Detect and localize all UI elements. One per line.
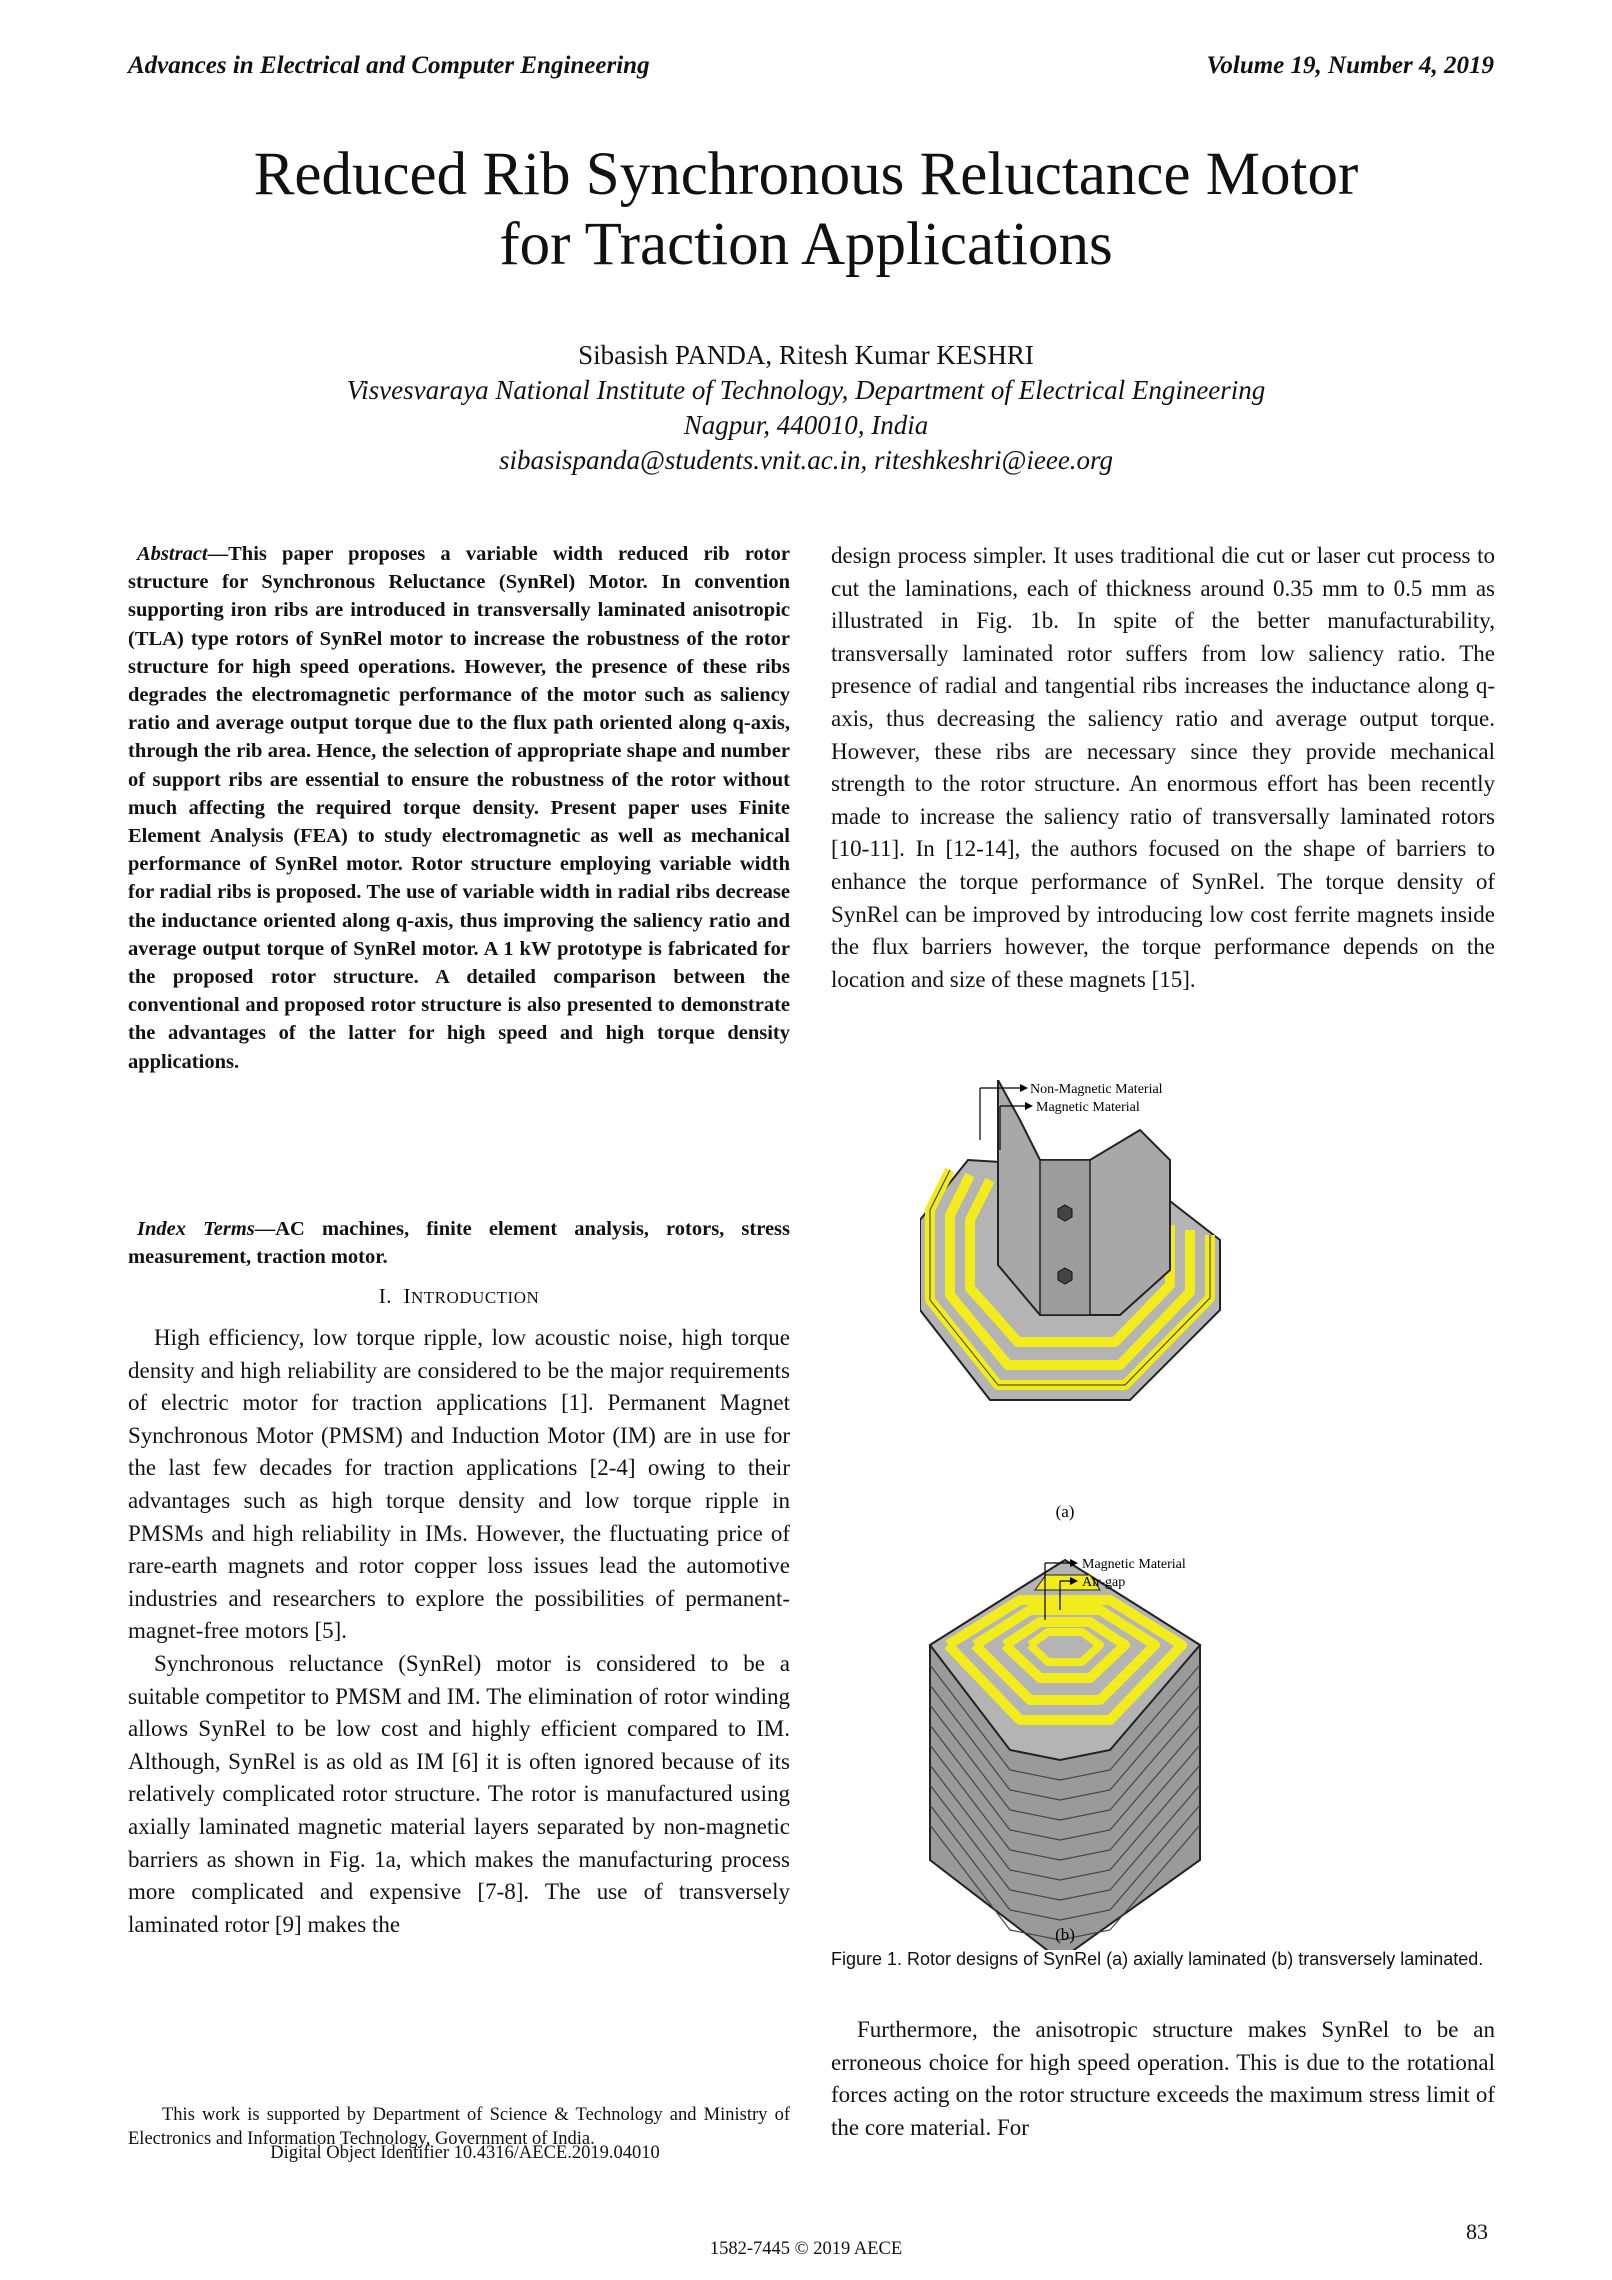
abstract-label: Abstract [137,543,208,565]
label-magnetic-material-b: Magnetic Material [1082,1557,1186,1572]
author-names: Sibasish PANDA, Ritesh Kumar KESHRI [578,340,1034,370]
right-paragraph-2: Furthermore, the anisotropic structure makes SynRel to be an erroneous choice for high speed operation. This is due to the rotational forces acting on the rotor structure exceeds the maximum stress limit of the core material. For [831,2017,1495,2140]
page-number: 83 [1466,2219,1488,2244]
author-emails: sibasispanda@students.vnit.ac.in, riteshkeshri@ieee.org [498,445,1114,475]
section-title-initial: I [403,1284,411,1308]
index-terms-text: —AC machines, finite element analysis, rotors, stress measurement, traction motor. [128,1217,791,1268]
footnote-text: This work is supported by Department of Science & Technology and Ministry of Electronics and Information Technology, Government of India. [128,2105,790,2149]
abstract-text: —This paper proposes a variable width reduced rib rotor structure for Synchronous Reluctance (SynRel) Motor. In convention supporting iron ribs are introduced in transversally laminated anisotropic (TLA) type rotors of SynRel motor to increase the robustness of the rotor structure for high speed operations. However, the presence of these ribs degrades the electromagnetic performance of the motor such as saliency ratio and average output torque due to the flux path oriented along q-axis, through the rib area. Hence, the selection of appropriate shape and number of support ribs are essential to ensure the robustness of the rotor without much affecting the required torque density. Present paper uses Finite Element Analysis (FEA) to study electromagnetic as well as mechanical performance of SynRel motor. Rotor structure employing variable width for radial ribs is proposed. The use of variable width in radial ribs decrease the inductance oriented along q-axis, thus improving the saliency ratio and average output torque of SynRel motor. A 1 kW prototype is fabricated for the proposed rotor structure. A detailed comparison between the conventional and proposed rotor structure is also presented to demonstrate the advantages of the latter for high speed and high torque density applications. [128,543,790,1073]
figure-1-rotor-designs [920,1080,1340,1950]
label-non-magnetic-material: Non-Magnetic Material [1030,1082,1163,1097]
journal-name: Advances in Electrical and Computer Engineering [128,52,650,79]
author-block [0,338,1612,478]
introduction-text [128,1322,790,1941]
intro-paragraph-1: High efficiency, low torque ripple, low acoustic noise, high torque density and high reliability are considered to be the major requirements of electric motor for traction applications [1]. Permanent Magnet Synchronous Motor (PMSM) and Induction Motor (IM) are in use for the last few decades for traction applications [2-4] owing to their advantages such as high torque density and low torque ripple in PMSMs and high reliability in IMs. However, the fluctuating price of rare-earth magnets and rotor copper loss issues lead the automotive industries and researchers to explore the possibilities of permanent-magnet-free motors [5]. [128,1325,790,1644]
affiliation-location: Nagpur, 440010, India [683,410,929,440]
rotor-transversely-laminated-drawing [930,1560,1200,1950]
doi: Digital Object Identifier 10.4316/AECE.2019.04010 [270,2143,660,2163]
intro-paragraph-2: Synchronous reluctance (SynRel) motor is considered to be a suitable competitor to PMSM and IM. The elimination of rotor winding allows SynRel to be low cost and highly efficient compared to IM. Although, SynRel is as old as IM [6] it is often ignored because of its relatively complicated rotor structure. The rotor is manufactured using axially laminated magnetic material layers separated by non-magnetic barriers as shown in Fig. 1a, which makes the manufacturing process more complicated and expensive [7-8]. The use of transversely laminated rotor [9] makes the [128,1650,790,1937]
right-paragraph-1: design process simpler. It uses traditional die cut or laser cut process to cut the laminations, each of thickness around 0.35 mm to 0.5 mm as illustrated in Fig. 1b. In spite of the better manufacturability, transversally laminated rotor suffers from low saliency ratio. The presence of radial and tangential ribs increases the inductance along q-axis, thus decreasing the saliency ratio and average output torque. However, these ribs are necessary since they provide mechanical strength to the rotor structure. An enormous effort has been recently made to increase the saliency ratio of transversally laminated rotors [10-11]. In [12-14], the authors focused on the shape of barriers to enhance the torque performance of SynRel. The torque density of SynRel can be improved by introducing low cost ferrite magnets inside the flux barriers however, the torque performance depends on the location and size of these magnets [15]. [831,543,1495,992]
paper-title [0,140,1612,280]
index-terms-label: Index Terms [137,1217,255,1240]
subfigure-a-label: (a) [1055,1502,1075,1521]
affiliation: Visvesvaraya National Institute of Technology, Department of Electrical Engineering [346,375,1266,405]
section-title-rest: NTRODUCTION [410,1288,540,1307]
label-air-gap: Air-gap [1082,1575,1126,1590]
abstract [128,540,790,1076]
figure-1-caption: Figure 1. Rotor designs of SynRel (a) axially laminated (b) transversely laminated. [831,1949,1484,1969]
section-number: I. [378,1284,392,1308]
subfigure-b-label: (b) [1055,1925,1075,1944]
right-column-text [831,540,1495,996]
title-line-1: Reduced Rib Synchronous Reluctance Motor [253,141,1359,208]
rotor-axially-laminated-drawing [920,1080,1220,1400]
title-line-2: for Traction Applications [499,211,1113,278]
issn-copyright: 1582-7445 © 2019 AECE [709,2239,903,2259]
right-column-continuation [831,2014,1495,2144]
label-magnetic-material-a: Magnetic Material [1036,1100,1140,1115]
index-terms [128,1194,790,1291]
section-heading-introduction [128,1284,790,1309]
volume-info: Volume 19, Number 4, 2019 [1206,52,1494,79]
